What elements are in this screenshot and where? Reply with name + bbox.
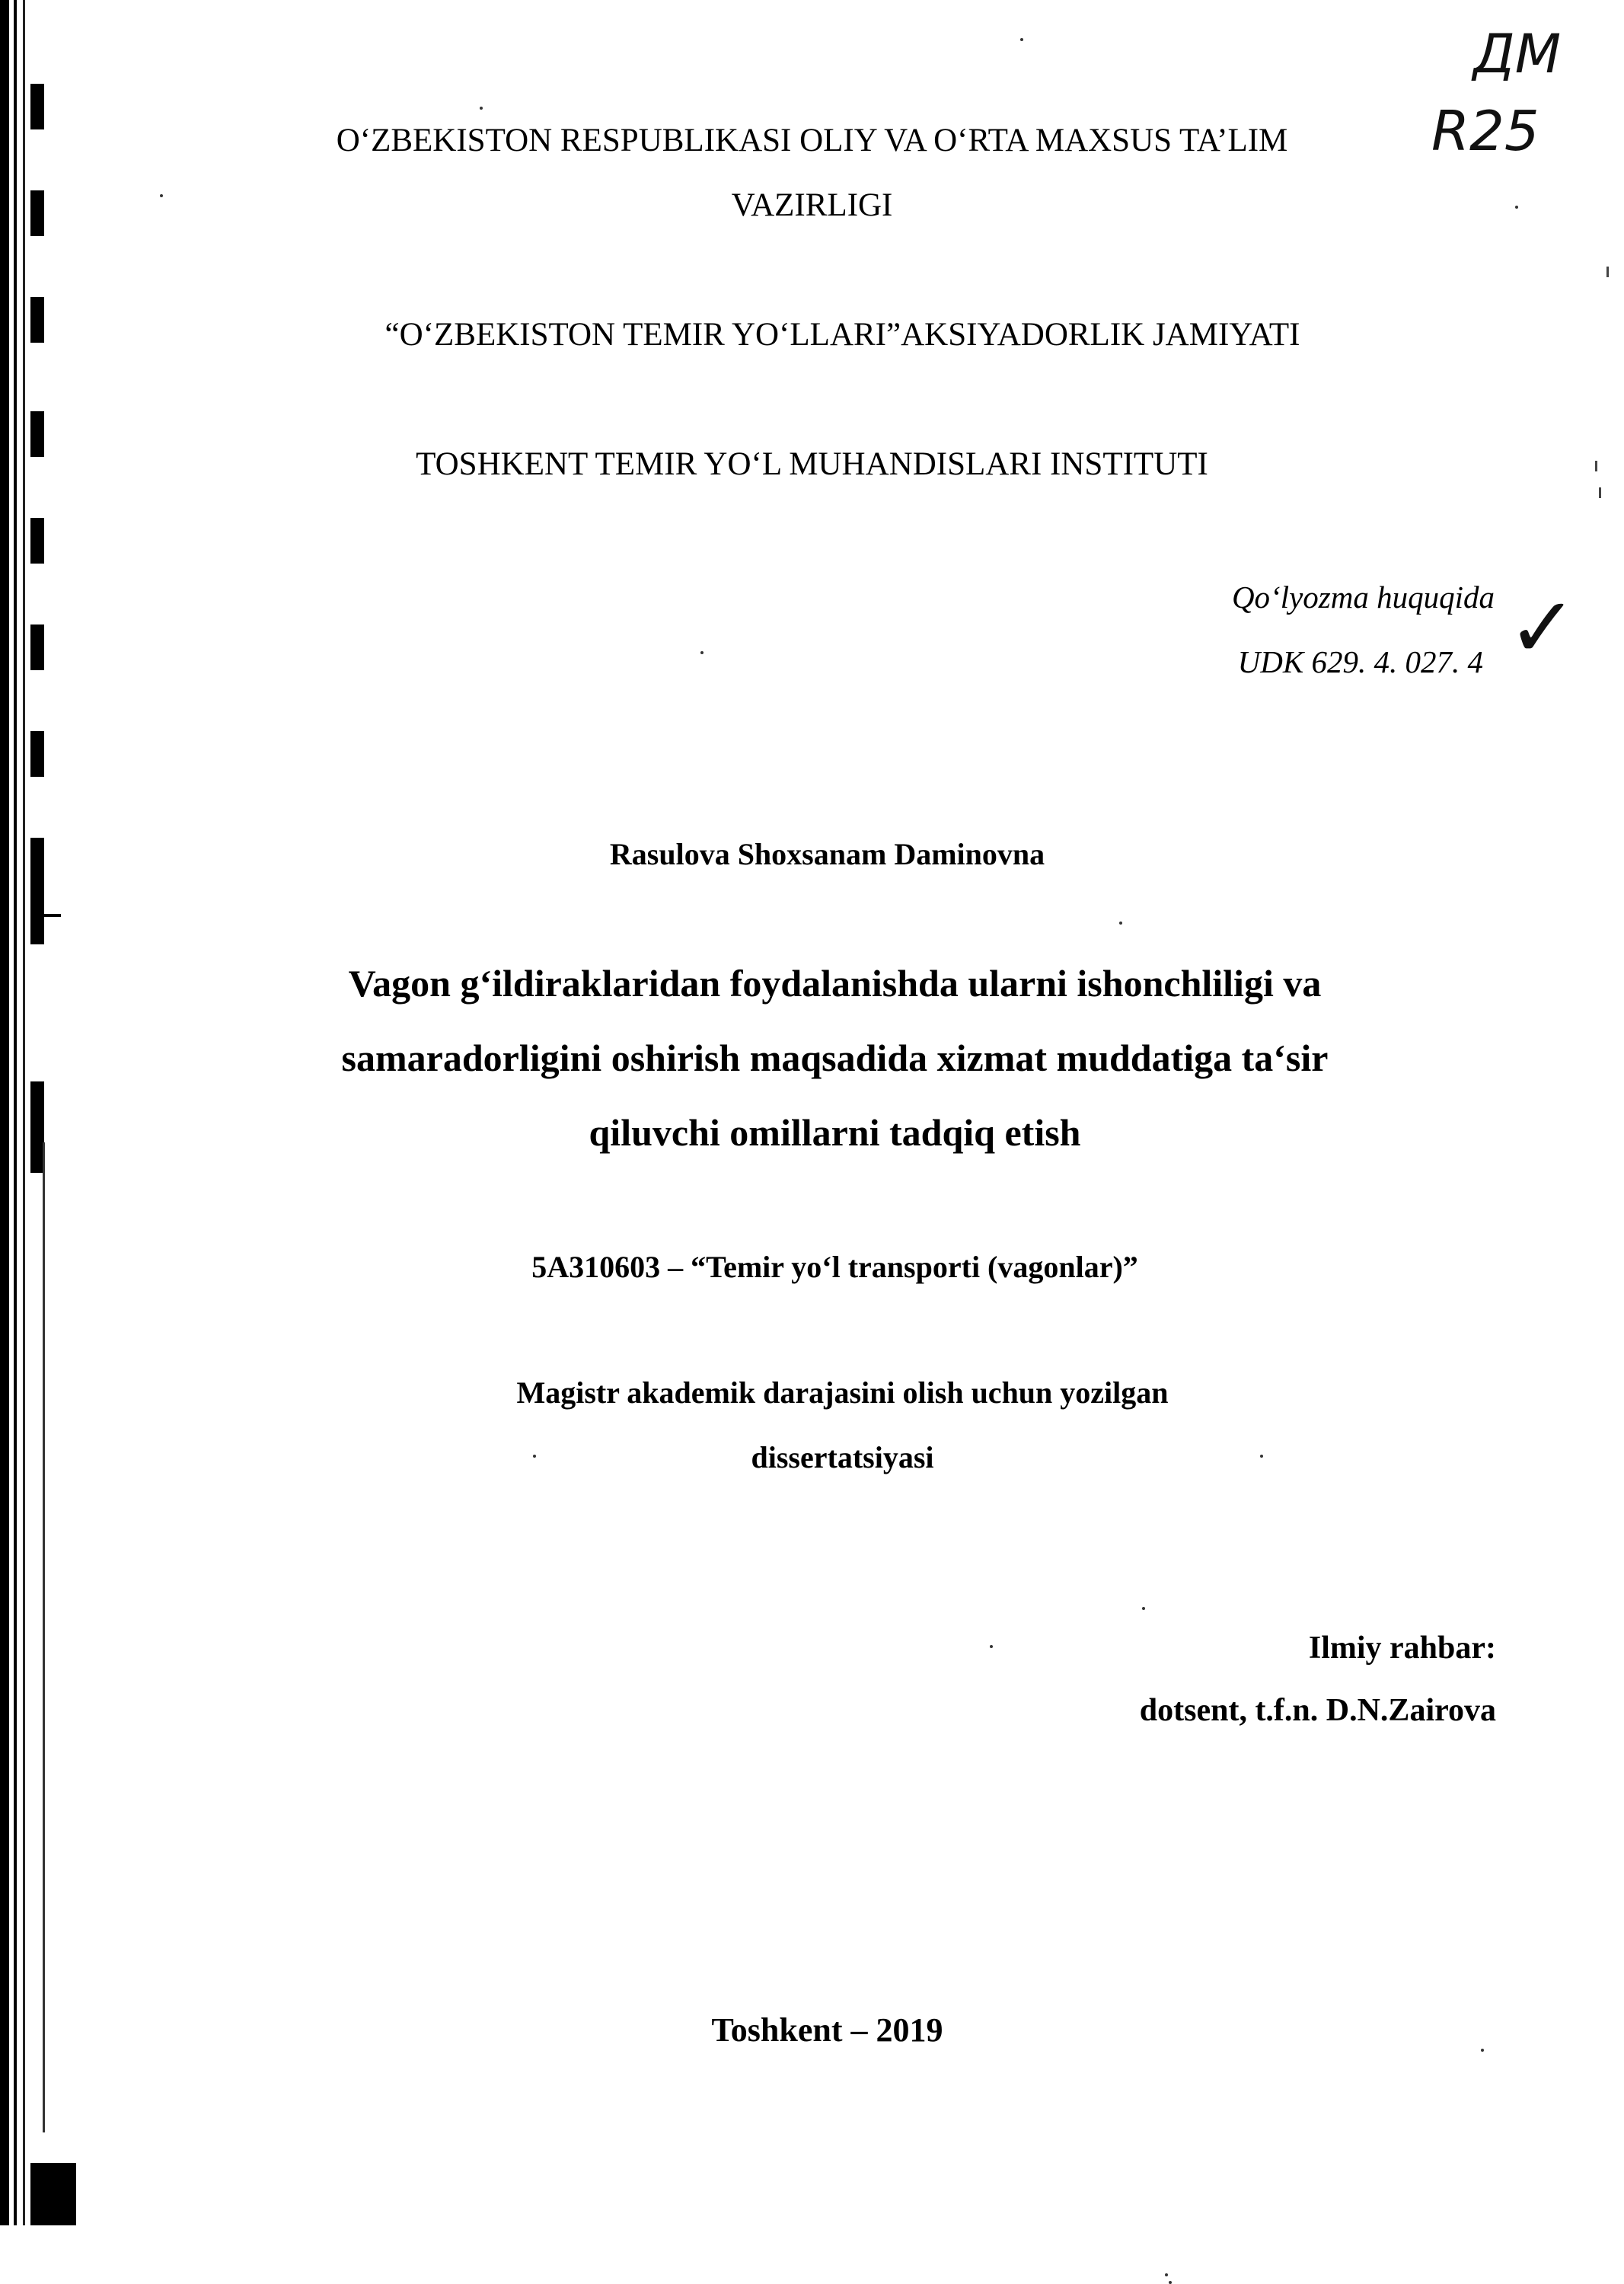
binding-edge <box>0 0 9 2225</box>
binding-line <box>14 0 17 2225</box>
degree-line2: dissertatsiyasi <box>751 1440 934 1474</box>
thesis-title-line3: qiluvchi omillarni tadqiq etish <box>589 1111 1081 1154</box>
degree-line1: Magistr akademik darajasini olish uchun yozilgan <box>516 1375 1169 1410</box>
thesis-title-line1: Vagon g‘ildiraklaridan foydalanishda ularni ishonchliligi va <box>348 962 1322 1005</box>
handwritten-mark-code: R25 <box>1431 99 1539 163</box>
scan-dot <box>480 107 483 110</box>
institute-title: TOSHKENT TEMIR YO‘L MUHANDISLARI INSTITUTI <box>416 446 1208 482</box>
supervisor-name: dotsent, t.f.n. D.N.Zairova <box>1139 1693 1496 1728</box>
scan-tick <box>1606 267 1609 277</box>
thesis-title-line2: samaradorligini oshirish maqsadida xizmat muddatiga ta‘sir <box>341 1037 1329 1079</box>
binding-mark <box>30 914 61 917</box>
scan-dot <box>1142 1607 1145 1610</box>
scan-dot <box>1119 922 1122 925</box>
manuscript-rights-note: Qo‘lyozma huquqida <box>1231 580 1495 615</box>
handwritten-checkmark-icon: ✓ <box>1508 579 1578 676</box>
binding-mark <box>30 2163 76 2225</box>
ministry-title-line1: O‘ZBEKISTON RESPUBLIKASI OLIY VA O‘RTA MAXSUS TA’LIM <box>336 123 1288 158</box>
supervisor-label: Ilmiy rahbar: <box>1308 1631 1496 1666</box>
scan-dot <box>990 1645 993 1648</box>
udk-code: UDK 629. 4. 027. 4 <box>1237 644 1483 679</box>
author-name: Rasulova Shoxsanam Daminovna <box>609 837 1045 871</box>
scan-dot <box>1020 38 1023 41</box>
ministry-title-line2: VAZIRLIGI <box>731 187 893 223</box>
binding-mark <box>30 518 44 564</box>
specialty-code: 5A310603 – “Temir yo‘l transporti (vagonlar)” <box>531 1250 1138 1284</box>
binding-mark <box>30 731 44 777</box>
scan-dot <box>1169 2281 1172 2284</box>
binding-mark <box>30 625 44 670</box>
place-year: Toshkent – 2019 <box>711 2011 943 2049</box>
scan-tick <box>1599 487 1601 498</box>
scan-dot <box>1165 2273 1168 2276</box>
handwritten-mark-top: ДМ <box>1473 23 1562 85</box>
company-title: “O‘ZBEKISTON TEMIR YO‘LLARI”AKSIYADORLIK JAMIYATI <box>384 317 1300 353</box>
scan-dot <box>700 651 704 654</box>
binding-mark <box>43 1142 45 2132</box>
